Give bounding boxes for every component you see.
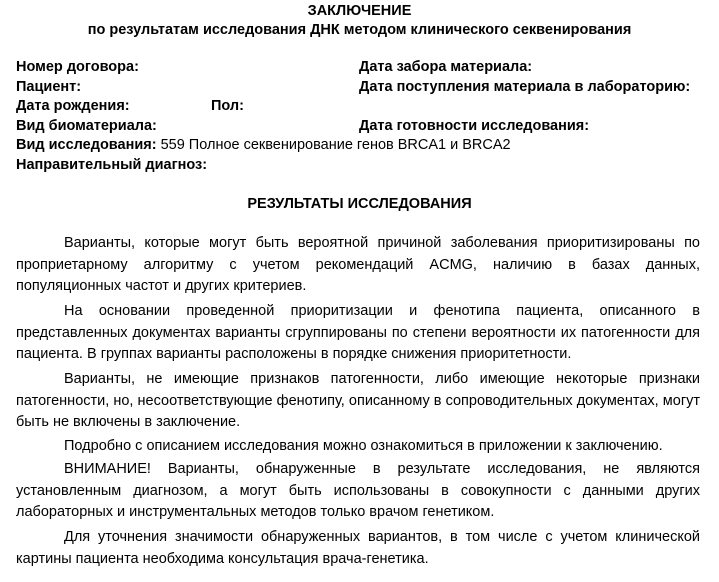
- results-paragraph-4: Подробно с описанием исследования можно ознакомиться в приложении к заключению.: [64, 438, 663, 454]
- contract-number-label: Номер договора:: [16, 59, 139, 75]
- lab-arrival-date-label: Дата поступления материала в лабораторию:: [359, 79, 691, 95]
- birth-date-label: Дата рождения:: [16, 98, 130, 114]
- results-paragraph-6: Для уточнения значимости обнаруженных вариантов, в том числе с учетом клинической картины пациента необходима консультация врача-генетика.: [16, 529, 700, 567]
- results-title: РЕЗУЛЬТАТЫ ИССЛЕДОВАНИЯ: [247, 196, 472, 212]
- referral-diagnosis-label: Направительный диагноз:: [16, 157, 208, 173]
- document-title: ЗАКЛЮЧЕНИЕ: [307, 3, 412, 19]
- sex-label: Пол:: [211, 98, 244, 114]
- study-type-value: 559 Полное секвенирование генов BRCA1 и BRCA2: [156, 137, 511, 153]
- results-paragraph-5: ВНИМАНИЕ! Варианты, обнаруженные в результате исследования, не являются установленным диагнозом, а могут быть использованы в совокупности с данными других лабораторных и инструментальных методов только врачом генетиком.: [16, 461, 700, 520]
- results-paragraph-2: На основании проведенной приоритизации и фенотипа пациента, описанного в представленных документах варианты сгруппированы по степени вероятности их патогенности для пациента. В группах варианты расположены в порядке снижения приоритетности.: [16, 303, 700, 362]
- results-paragraph-1: Варианты, которые могут быть вероятной причиной заболевания приоритизированы по проприетарному алгоритму с учетом рекомендаций ACMG, наличию в базах данных, популяционных частот и других критериев.: [16, 235, 700, 294]
- study-type-row: [16, 135, 511, 155]
- ready-date-label: Дата готовности исследования:: [359, 118, 590, 134]
- sample-date-label: Дата забора материала:: [359, 59, 533, 75]
- document-subtitle: по результатам исследования ДНК методом клинического секвенирования: [87, 22, 632, 38]
- biomaterial-label: Вид биоматериала:: [16, 118, 157, 134]
- study-type-label: Вид исследования:: [16, 137, 157, 153]
- results-paragraph-3: Варианты, не имеющие признаков патогенности, либо имеющие некоторые признаки патогенности, но, несоответствующие фенотипу, описанному в сопроводительных документах, могут быть не включены в заключение.: [16, 371, 700, 430]
- patient-label: Пациент:: [16, 79, 82, 95]
